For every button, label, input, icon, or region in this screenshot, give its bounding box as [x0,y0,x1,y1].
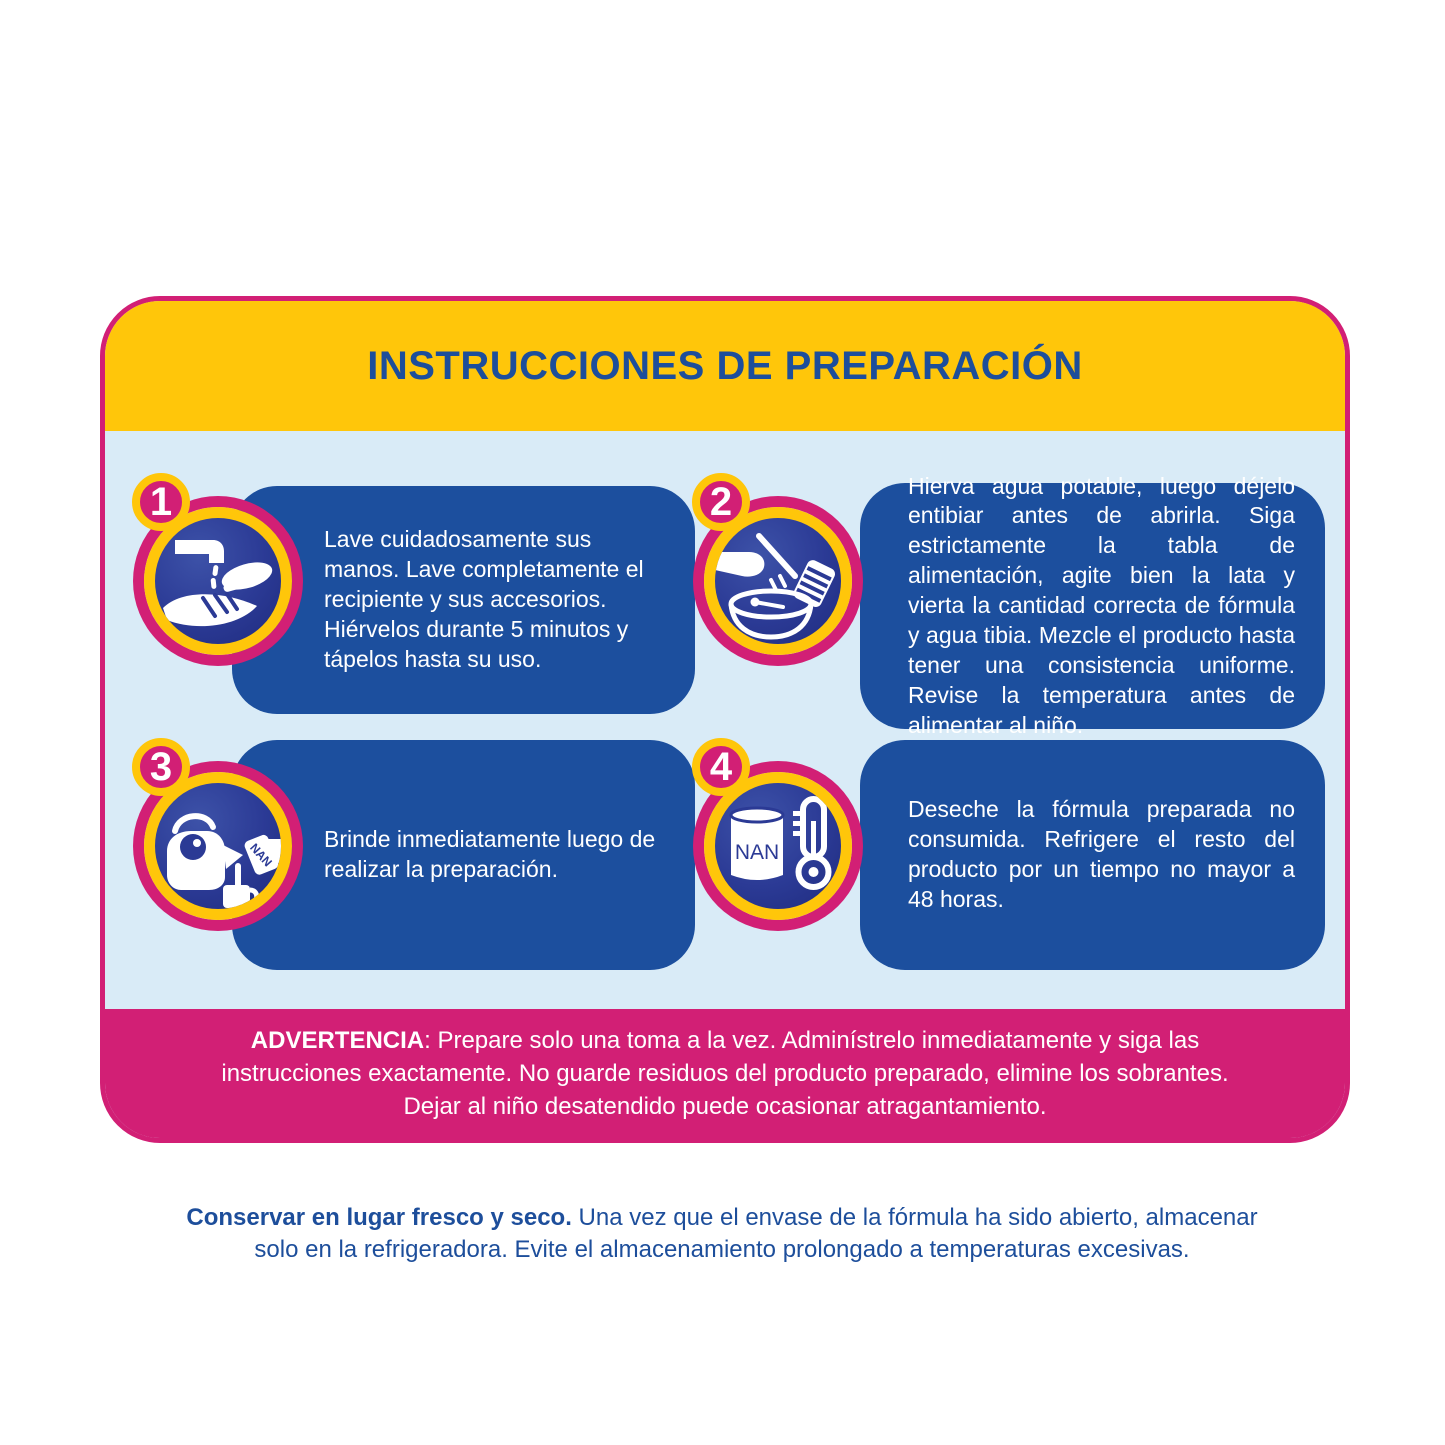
step-3-text: Brinde inmediatamente luego de realizar la preparación. [324,826,656,882]
step-1-icon-cluster [130,473,345,708]
step-1-text: Lave cuidadosamente sus manos. Lave completamente el recipiente y sus accesorios. Hiérvelos durante 5 minutos y tápelos hasta su uso. [324,526,644,672]
step-4-panel [860,740,1325,970]
warning-text [210,1024,1240,1123]
step-4-number-badge: 4 [692,738,750,796]
step-2-text: Hierva agua potable, luego déjelo entibiar antes de abrirla. Siga estrictamente la tabla de alimentación, agite bien la lata y vierta la cantidad correcta de fórmula y agua tibia. Mezcle el producto hasta tener una consistencia uniforme. Revise la temperatura antes de alimentar al niño. [908,472,1295,738]
warning-band [105,1009,1345,1138]
can-label-text: NAN [734,841,780,864]
storage-note-bold: Conservar en lugar fresco y seco. [186,1204,572,1231]
step-1-number-badge: 1 [132,473,190,531]
mixing-bowl-icon [715,518,841,644]
page-title: INSTRUCCIONES DE PREPARACIÓN [367,343,1083,388]
card-header [105,301,1345,431]
step-3 [130,720,690,1009]
instructions-card [100,296,1350,1143]
steps-grid [105,431,1345,1009]
step-3-icon-cluster [130,738,345,973]
step-4-text: Deseche la fórmula preparada no consumida. Refrigere el resto del producto por un tiempo no mayor a 48 horas. [908,796,1295,912]
can-thermometer-icon [715,783,841,909]
warning-body: : Prepare solo una toma a la vez. Adminístrelo inmediatamente y siga las instrucciones exactamente. No guarde residuos del producto preparado, elimine los sobrantes. Dejar al niño desatendido puede ocasionar atragantamiento. [221,1026,1229,1121]
step-2-number-badge: 2 [692,473,750,531]
can-label-text: NAN [247,840,275,870]
step-2-panel [860,472,1325,738]
storage-note [172,1202,1272,1267]
storage-note-body: Una vez que el envase de la fórmula ha sido abierto, almacenar solo en la refrigeradora. Evite el almacenamiento prolongado a temperaturas excesivas. [254,1204,1258,1264]
warning-label: ADVERTENCIA [250,1026,425,1054]
step-2 [690,431,1320,738]
step-3-number-badge: 3 [132,738,190,796]
hand-washing-icon [155,518,281,644]
step-4 [690,720,1320,1009]
kettle-pouring-icon [155,783,281,909]
step-4-icon-cluster [690,738,905,973]
step-1 [130,431,690,720]
step-2-icon-cluster [690,473,905,708]
